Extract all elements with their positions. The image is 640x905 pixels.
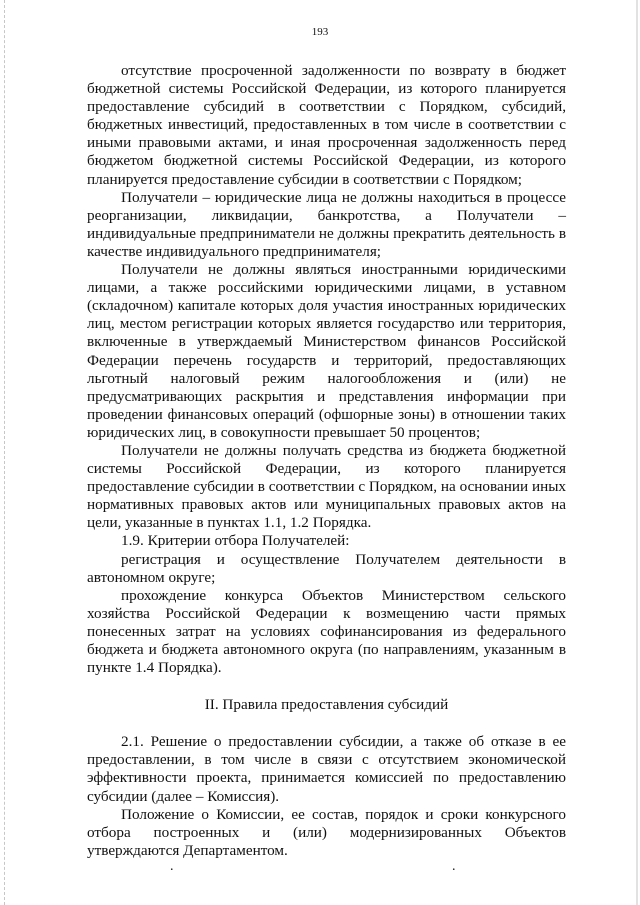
paragraph-commission-regulations: Положение о Комиссии, ее состав, порядок и сроки конкурсного отбора построенных и (или) модернизированных Объектов утверждаются Департаментом. [87, 805, 566, 859]
paragraph-registration-criterion: регистрация и осуществление Получателем деятельности в автономном округе; [87, 550, 566, 586]
paragraph-no-overdue-debt: отсутствие просроченной задолженности по возврату в бюджет бюджетной системы Российской Федерации, из которого планируется предоставление субсидий в соответствии с Порядком, субсидий, бюджетных инвестиций, предоставленных в том числе в соответствии с иными правовыми актами, и иная просроченная задолженность перед бюджетом бюджетной системы Российской Федерации, из которого планируется предоставление субсидии в соответствии с Порядком; [87, 62, 566, 188]
footer-mark-left: . [170, 859, 174, 874]
paragraph-not-foreign-entities: Получатели не должны являться иностранными юридическими лицами, а также российскими юридическими лицами, в уставном (складочном) капитале которых доля участия иностранных юридических лиц, местом регистрации которых является государство или территория, включенные в утверждаемый Министерством финансов Российской Федерации перечень государств и территорий, предоставляющих льготный налоговый режим налогообложения и (или) не предусматривающих раскрытия и представления информации при проведении финансовых операций (офшорные зоны) в отношении таких юридических лиц, в совокупности превышает 50 процентов; [87, 261, 566, 441]
paragraph-decision-commission: 2.1. Решение о предоставлении субсидии, а также об отказе в ее предоставлении, в том числе в связи с отсутствием экономической эффективности проекта, принимается комиссией по предоставлению субсидии (далее – Комиссия). [87, 733, 566, 805]
footer-mark-right: . [452, 859, 456, 874]
scan-left-edge [0, 0, 5, 905]
paragraph-no-other-budget-funds: Получатели не должны получать средства из бюджета бюджетной системы Российской Федерации, из которого планируется предоставление субсидии в соответствии с Порядком, на основании иных нормативных правовых актов или муниципальных правовых актов на цели, указанные в пунктах 1.1, 1.2 Порядка. [87, 441, 566, 532]
section-heading-rules: II. Правила предоставления субсидий [204, 696, 449, 714]
paragraph-selection-criteria: 1.9. Критерии отбора Получателей: [121, 532, 350, 550]
scan-right-edge [636, 0, 638, 905]
page-number: 193 [311, 26, 329, 38]
document-body [87, 62, 566, 860]
paragraph-competition-criterion: прохождение конкурса Объектов Министерством сельского хозяйства Российской Федерации к возмещению части прямых понесенных затрат на условиях софинансирования из федерального бюджета и бюджета автономного округа (по направлениям, указанным в пункте 1.4 Порядка). [87, 586, 566, 677]
paragraph-no-reorganization: Получатели – юридические лица не должны находиться в процессе реорганизации, ликвидации, банкротства, а Получатели – индивидуальные предприниматели не должны прекратить деятельность в качестве индивидуального предпринимателя; [87, 188, 566, 260]
